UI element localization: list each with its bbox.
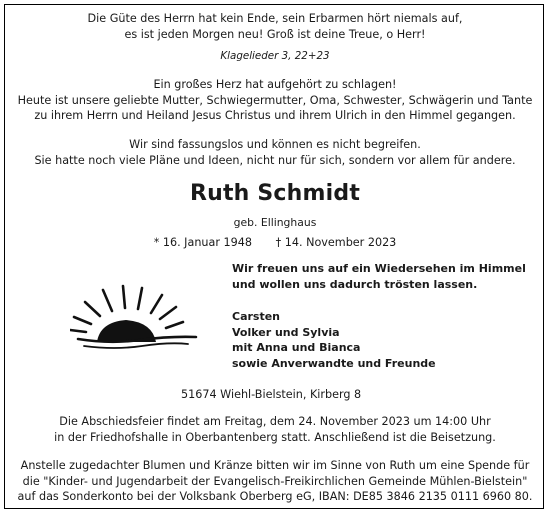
hope-line: Wir freuen uns auf ein Wiedersehen im Himmel: [232, 262, 526, 275]
announcement-line: Heute ist unsere geliebte Mutter, Schwiegermutter, Oma, Schwester, Schwägerin und Tante: [17, 93, 533, 107]
hope-statement: [232, 261, 526, 292]
mourners-list: [232, 309, 436, 371]
grief-statement: [0, 137, 550, 168]
hope-line: und wollen uns dadurch trösten lassen.: [232, 277, 478, 291]
quote-source: Klagelieder 3, 22+23: [220, 50, 330, 62]
death-date: † 14. November 2023: [275, 236, 397, 249]
family-address: 51674 Wiehl-Bielstein, Kirberg 8: [181, 388, 362, 401]
grief-line: Sie hatte noch viele Pläne und Ideen, nicht nur für sich, sondern vor allem für andere.: [34, 153, 516, 167]
mourner-line: Volker und Sylvia: [232, 325, 340, 339]
donation-request: [0, 458, 550, 505]
grief-line: Wir sind fassungslos und können es nicht begreifen.: [129, 138, 421, 151]
life-dates: [0, 235, 550, 251]
birth-name: geb. Ellinghaus: [233, 216, 317, 229]
sunset-icon: [70, 282, 200, 352]
bible-quote: [0, 11, 550, 42]
funeral-line: in der Friedhofshalle in Oberbantenberg statt. Anschließend ist die Beisetzung.: [54, 430, 496, 444]
funeral-line: Die Abschiedsfeier findet am Freitag, dem 24. November 2023 um 14:00 Uhr: [59, 415, 491, 428]
quote-line: Die Güte des Herrn hat kein Ende, sein Erbarmen hört niemals auf,: [87, 12, 463, 25]
funeral-info: [0, 414, 550, 445]
donation-line: die "Kinder- und Jugendarbeit der Evangelisch-Freikirchlichen Gemeinde Mühlen-Bielstein": [22, 474, 528, 488]
donation-line: auf das Sonderkonto bei der Volksbank Oberberg eG, IBAN: DE85 3846 2135 0111 6960 80.: [17, 490, 533, 503]
mourner-line: mit Anna und Bianca: [232, 341, 361, 354]
mourner-line: Carsten: [232, 310, 281, 323]
announcement: [0, 77, 550, 124]
announcement-line: Ein großes Herz hat aufgehört zu schlagen!: [153, 78, 397, 91]
donation-line: Anstelle zugedachter Blumen und Kränze bitten wir im Sinne von Ruth um eine Spende für: [20, 459, 530, 472]
quote-line: es ist jeden Morgen neu! Groß ist deine Treue, o Herr!: [124, 27, 426, 41]
birth-date: * 16. Januar 1948: [153, 236, 253, 249]
announcement-line: zu ihrem Herrn und Heiland Jesus Christus und ihrem Ulrich in den Himmel gegangen.: [34, 109, 516, 122]
mourner-line: sowie Anverwandte und Freunde: [232, 356, 436, 370]
deceased-name: Ruth Schmidt: [189, 181, 361, 206]
